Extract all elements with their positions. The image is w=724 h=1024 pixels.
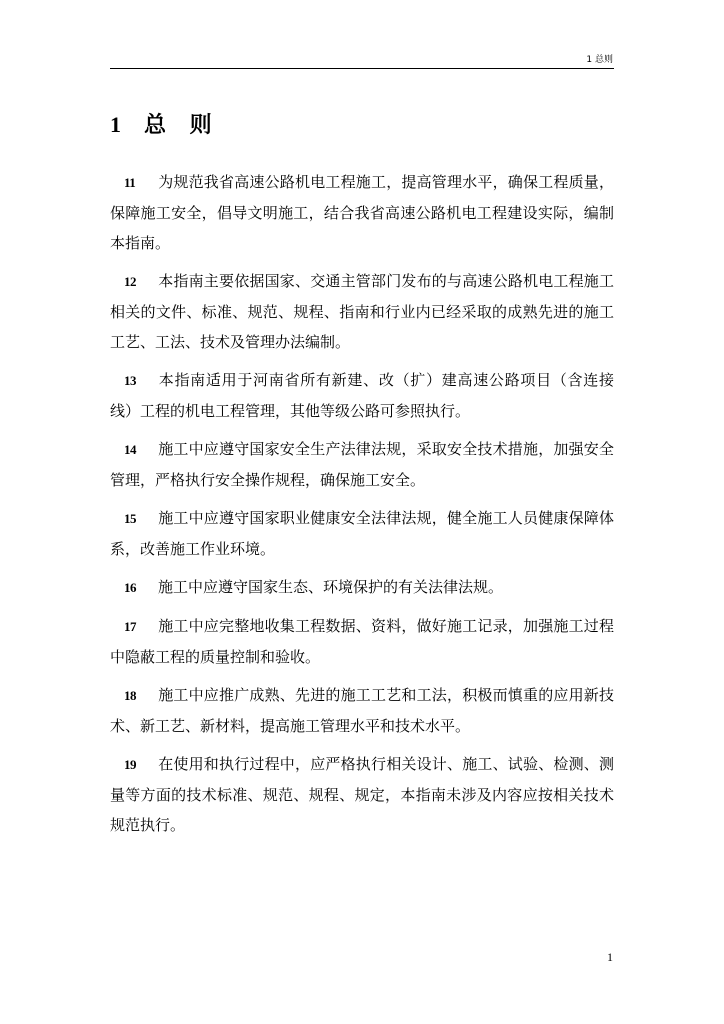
header-rule — [110, 68, 614, 69]
clause-number: 12 — [124, 274, 136, 289]
clause-1-5 — [110, 503, 614, 564]
running-header: 1 总则 — [586, 55, 613, 65]
clause-list — [110, 167, 614, 848]
clause-1-1 — [110, 167, 614, 258]
page-number: 1 — [607, 950, 613, 964]
clause-1-8 — [110, 680, 614, 741]
clause-text: 施工中应遵守国家生态、环境保护的有关法律法规。 — [158, 578, 504, 596]
clause-1-2 — [110, 266, 614, 357]
clause-text: 施工中应推广成熟、先进的施工工艺和工法，积极而慎重的应用新技术、新工艺、新材料，提高施工管理水平和技术水平。 — [110, 686, 614, 735]
clause-number: 11 — [124, 175, 136, 190]
clause-number: 19 — [124, 757, 136, 772]
chapter-title — [110, 111, 220, 140]
clause-number: 18 — [124, 688, 136, 703]
clause-number: 14 — [124, 442, 136, 457]
clause-text: 为规范我省高速公路机电工程施工，提高管理水平，确保工程质量，保障施工安全，倡导文明施工，结合我省高速公路机电工程建设实际，编制本指南。 — [110, 173, 614, 252]
chapter-number: 1 — [110, 112, 121, 137]
clause-number: 13 — [124, 373, 136, 388]
clause-1-6 — [110, 572, 614, 603]
chapter-name: 总 则 — [144, 113, 220, 138]
clause-number: 16 — [124, 580, 136, 595]
clause-text: 施工中应遵守国家职业健康安全法律法规，健全施工人员健康保障体系，改善施工作业环境。 — [110, 509, 614, 558]
clause-text: 在使用和执行过程中，应严格执行相关设计、施工、试验、检测、测量等方面的技术标准、规范、规程、规定，本指南未涉及内容应按相关技术规范执行。 — [110, 755, 614, 834]
clause-number: 15 — [124, 511, 136, 526]
clause-1-4 — [110, 434, 614, 495]
clause-text: 施工中应遵守国家安全生产法律法规，采取安全技术措施，加强安全管理，严格执行安全操作规程，确保施工安全。 — [110, 440, 614, 489]
clause-text: 本指南主要依据国家、交通主管部门发布的与高速公路机电工程施工相关的文件、标准、规范、规程、指南和行业内已经采取的成熟先进的施工工艺、工法、技术及管理办法编制。 — [110, 272, 614, 351]
clause-text: 施工中应完整地收集工程数据、资料，做好施工记录，加强施工过程中隐蔽工程的质量控制和验收。 — [110, 617, 614, 666]
clause-1-3 — [110, 365, 614, 426]
clause-text: 本指南适用于河南省所有新建、改（扩）建高速公路项目（含连接线）工程的机电工程管理，其他等级公路可参照执行。 — [110, 371, 614, 420]
clause-1-9 — [110, 749, 614, 840]
clause-1-7 — [110, 611, 614, 672]
clause-number: 17 — [124, 619, 136, 634]
